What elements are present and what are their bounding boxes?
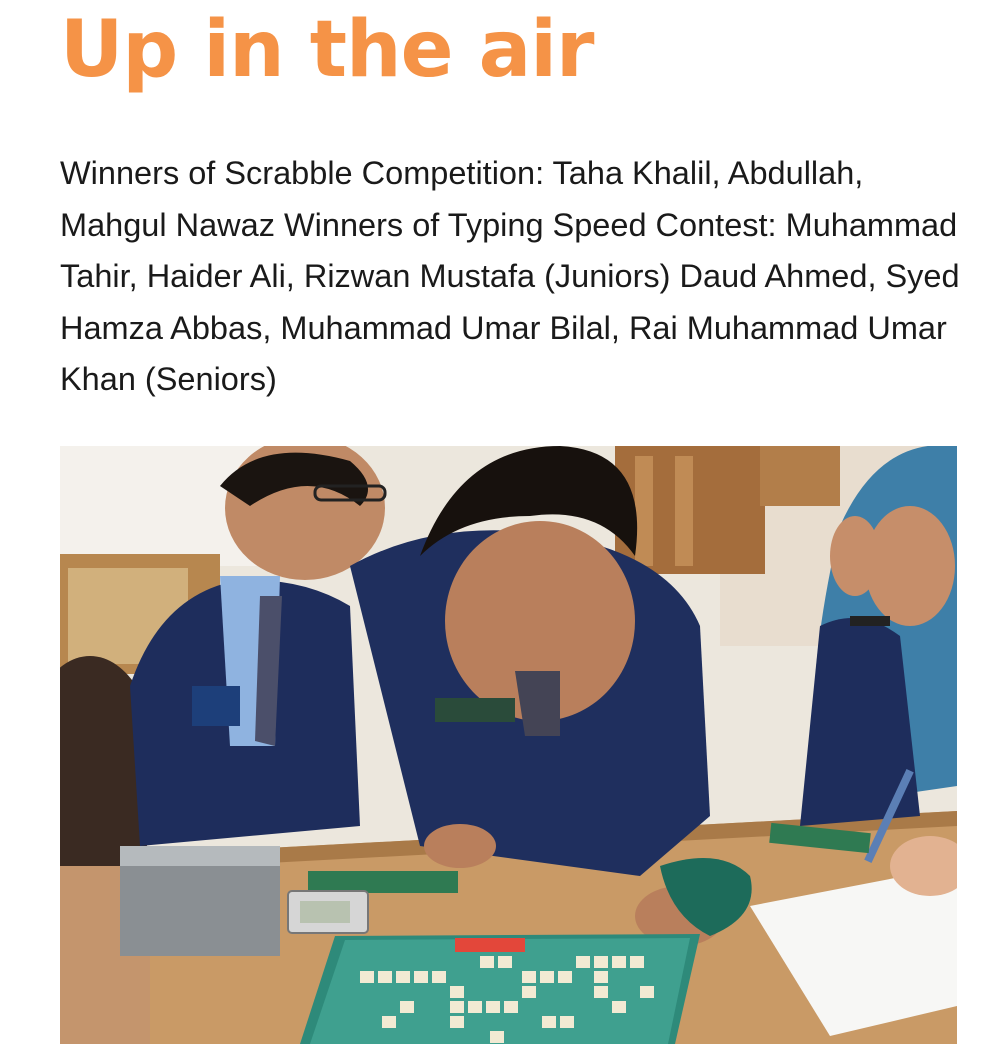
tile-rack-center bbox=[308, 871, 458, 893]
member-badge-left bbox=[192, 686, 240, 726]
scrabble-board-logo bbox=[455, 938, 525, 952]
chair-slat-2 bbox=[675, 456, 693, 566]
scrabble-board-grid bbox=[310, 938, 690, 1044]
wooden-cabinet bbox=[760, 446, 840, 506]
member-badge-center bbox=[435, 698, 515, 722]
scrabble-photo bbox=[60, 446, 957, 1044]
student-right-hand bbox=[830, 516, 880, 596]
student-center-left-hand bbox=[424, 824, 496, 868]
timer-display bbox=[300, 901, 350, 923]
scrabble-box-lid bbox=[120, 846, 280, 866]
article-title: Up in the air bbox=[60, 5, 594, 95]
wristwatch-icon bbox=[850, 616, 890, 626]
scrabble-photo-illustration bbox=[60, 446, 957, 1044]
article-body: Winners of Scrabble Competition: Taha Khalil, Abdullah, Mahgul Nawaz Winners of Typing Speed Contest: Muhammad Tahir, Haider Ali, Rizwan Mustafa (Juniors) Daud Ahmed, Syed Hamza Abbas, Muhammad Umar Bilal, Rai Muhammad Umar Khan (Seniors) bbox=[60, 155, 960, 397]
chair-slat-1 bbox=[635, 456, 653, 566]
